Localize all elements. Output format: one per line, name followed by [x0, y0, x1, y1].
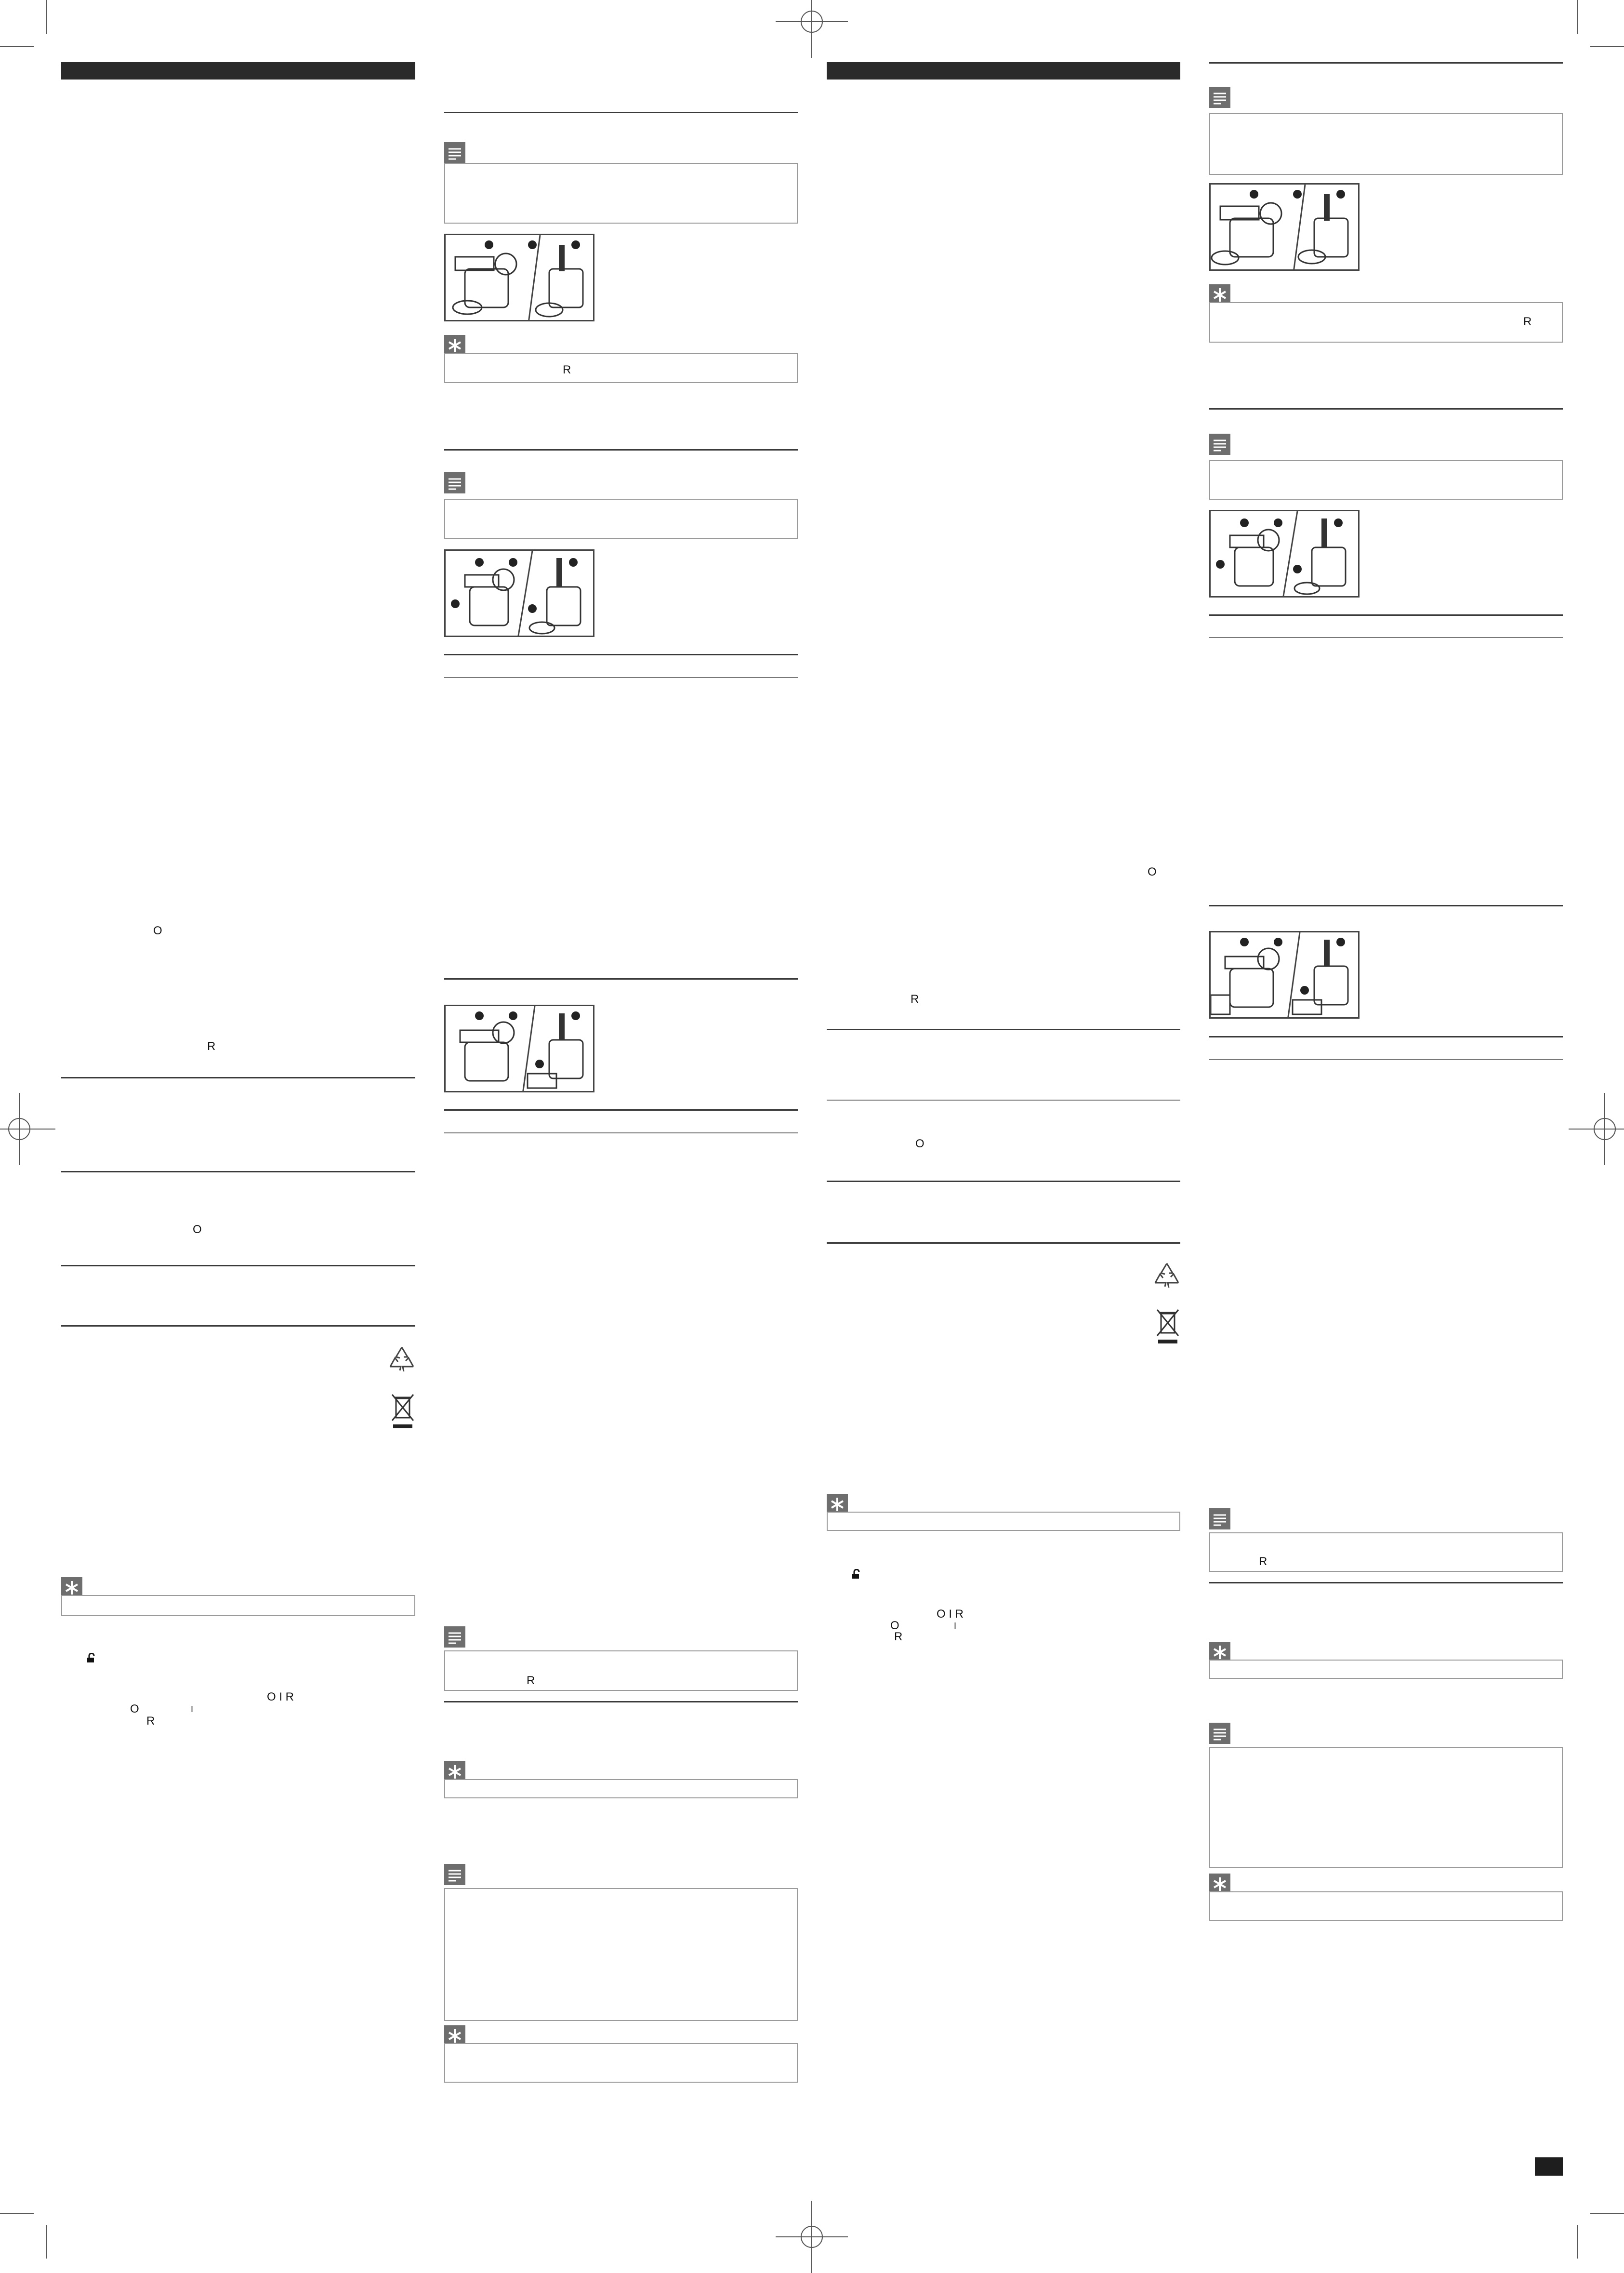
reverse-symbol: R — [1523, 315, 1532, 328]
crossed-bin-icon — [1154, 1307, 1181, 1345]
registration-mark-icon — [776, 0, 848, 58]
note-box — [444, 499, 798, 539]
off-symbol: O — [193, 1223, 202, 1236]
section-divider — [61, 1325, 415, 1327]
section-divider — [1209, 905, 1563, 906]
off-symbol: O — [1148, 865, 1157, 878]
tip-box — [827, 1512, 1180, 1531]
section-divider — [444, 1109, 798, 1111]
crop-mark — [46, 0, 47, 34]
reverse-symbol: R — [527, 1674, 535, 1687]
reverse-symbol: R — [894, 1630, 903, 1643]
registration-mark-icon — [776, 2201, 848, 2273]
note-box — [1209, 460, 1563, 500]
section-divider — [1209, 637, 1563, 638]
assembly-illustration — [1209, 183, 1360, 271]
off-symbol: O — [890, 1619, 899, 1632]
reverse-symbol: R — [146, 1715, 155, 1728]
crop-mark — [0, 46, 34, 47]
section-divider — [444, 677, 798, 678]
off-symbol: O — [153, 924, 162, 937]
crop-mark — [1590, 2213, 1624, 2214]
section-divider — [1209, 62, 1563, 64]
recycle-icon — [1151, 1261, 1182, 1291]
reverse-symbol: R — [563, 363, 571, 376]
reverse-symbol: R — [911, 993, 919, 1006]
reverse-symbol: R — [207, 1040, 216, 1053]
assembly-illustration — [1209, 931, 1360, 1019]
section-divider — [444, 449, 798, 451]
note-box — [1209, 113, 1563, 175]
section-divider — [444, 1701, 798, 1702]
section-divider — [827, 1181, 1180, 1182]
note-box — [1209, 1747, 1563, 1868]
registration-mark-icon — [0, 1093, 55, 1165]
section-divider — [61, 1265, 415, 1266]
note-box — [444, 163, 798, 224]
off-on-reverse-symbols: O I R — [267, 1690, 294, 1703]
section-divider — [444, 1132, 798, 1133]
crossed-bin-icon — [389, 1392, 416, 1430]
crop-mark — [0, 2213, 34, 2214]
section-divider — [444, 978, 798, 980]
section-divider — [1209, 1036, 1563, 1037]
crop-mark — [1590, 46, 1624, 47]
section-divider — [444, 112, 798, 113]
reverse-symbol: R — [1259, 1555, 1268, 1568]
section-divider — [827, 1100, 1180, 1101]
note-lines-icon — [444, 472, 465, 493]
crop-mark — [46, 2225, 47, 2259]
on-symbol: I — [954, 1621, 957, 1631]
crop-mark — [1577, 0, 1578, 34]
note-lines-icon — [1209, 1508, 1230, 1529]
off-on-reverse-symbols: O I R — [937, 1608, 964, 1621]
section-divider — [1209, 1582, 1563, 1583]
tip-box — [1209, 1891, 1563, 1921]
note-lines-icon — [1209, 87, 1230, 108]
section-divider — [444, 654, 798, 655]
assembly-illustration — [444, 549, 594, 637]
section-divider — [61, 1171, 415, 1172]
tip-box — [444, 1779, 798, 1798]
tip-box — [444, 2043, 798, 2083]
note-lines-icon — [1209, 434, 1230, 455]
tip-box — [444, 353, 798, 383]
note-lines-icon — [1209, 1723, 1230, 1744]
assembly-illustration — [444, 234, 594, 321]
tip-box — [1209, 302, 1563, 343]
tip-box — [1209, 1660, 1563, 1679]
section-header-bar — [61, 62, 415, 80]
note-lines-icon — [444, 142, 465, 163]
section-divider — [827, 1242, 1180, 1244]
lock-icon — [86, 1653, 96, 1663]
note-box — [444, 1888, 798, 2021]
section-divider — [1209, 1059, 1563, 1060]
note-lines-icon — [444, 1864, 465, 1885]
assembly-illustration — [1209, 510, 1360, 598]
recycle-icon — [386, 1344, 417, 1375]
section-divider — [1209, 614, 1563, 616]
tip-box — [61, 1595, 415, 1616]
off-symbol: O — [130, 1702, 139, 1715]
off-symbol: O — [915, 1137, 924, 1150]
assembly-illustration — [444, 1005, 594, 1092]
note-lines-icon — [444, 1626, 465, 1648]
crop-mark — [1577, 2225, 1578, 2259]
registration-mark-icon — [1569, 1093, 1624, 1165]
section-divider — [61, 1077, 415, 1078]
section-divider — [1209, 408, 1563, 410]
page-number-tab — [1535, 2157, 1563, 2176]
section-header-bar — [827, 62, 1180, 80]
note-box — [444, 1650, 798, 1691]
lock-icon — [851, 1569, 861, 1580]
on-symbol: I — [191, 1704, 194, 1714]
section-divider — [827, 1029, 1180, 1030]
